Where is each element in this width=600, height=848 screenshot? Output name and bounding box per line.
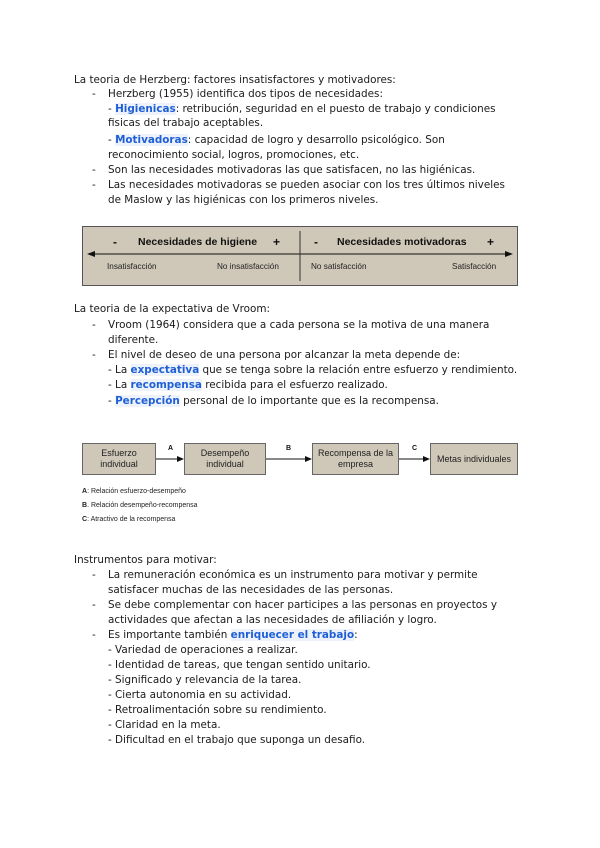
instrumentos-bullet-3 <box>108 628 358 642</box>
arrow-label-a: A <box>168 445 174 452</box>
bullet-dash: - <box>92 319 96 331</box>
minus-sign-left: - <box>113 235 117 249</box>
bullet-dash: - <box>92 599 96 611</box>
vroom-bullet-1-line-1: Vroom (1964) considera que a cada persona se la motiva de una manera <box>108 319 490 331</box>
intro-text: Es importante también <box>108 629 231 641</box>
instrumentos-bullet-2-line-1: Se debe complementar con hacer participes a las personas en proyectos y <box>108 599 498 611</box>
vroom-bullet-1-line-2: diferente. <box>108 334 159 346</box>
enrich-item: - Retroalimentación sobre su rendimiento. <box>108 704 327 716</box>
recompensa-keyword: recompensa <box>130 379 202 391</box>
legend-text: . Relación desempeño-recompensa <box>87 502 198 509</box>
enrich-item: - Dificultad en el trabajo que suponga un desafio. <box>108 734 366 746</box>
plus-sign-left: + <box>273 235 281 249</box>
vroom-title: La teoria de la expectativa de Vroom: <box>74 303 271 315</box>
bullet-dash: - <box>92 88 96 100</box>
higienicas-text: : retribución, seguridad en el puesto de trabajo y condiciones <box>175 103 496 115</box>
desempeno-individual-box: Desempeño individual <box>184 443 266 475</box>
percepcion-keyword: Percepción <box>115 395 180 407</box>
legend-key: C <box>82 516 88 523</box>
expectativa-keyword: expectativa <box>130 364 200 376</box>
herzberg-title: La teoria de Herzberg: factores insatisfactores y motivadores: <box>74 74 396 86</box>
instrumentos-title: Instrumentos para motivar: <box>74 554 217 566</box>
higienicas-keyword: Higienicas <box>115 103 176 115</box>
no-satisfaccion-label: No satisfacción <box>311 262 367 271</box>
no-insatisfaccion-label: No insatisfacción <box>217 262 279 271</box>
metas-individuales-box: Metas individuales <box>430 443 518 475</box>
instrumentos-bullet-1-line-2: satisfacer muchas de las necesidades de las personas. <box>108 584 394 596</box>
esfuerzo-individual-box: Esfuerzo individual <box>82 443 156 475</box>
percepcion-text: personal de lo importante que es la recompensa. <box>179 395 439 407</box>
instrumentos-bullet-2-line-2: actividades que afectan a las necesidades de afiliación y logro. <box>108 614 437 626</box>
minus-sign-right: - <box>314 235 318 249</box>
enriquecer-trabajo-keyword: enriquecer el trabajo <box>230 629 355 641</box>
bullet-dash: - <box>92 164 96 176</box>
expectativa-text: que se tenga sobre la relación entre esfuerzo y rendimiento. <box>199 364 518 376</box>
hygiene-needs-header: Necesidades de higiene <box>138 236 258 248</box>
bullet-dash: - <box>92 629 96 641</box>
enrich-item: - Variedad de operaciones a realizar. <box>108 644 298 656</box>
prefix-text: - La <box>108 379 131 391</box>
motivator-needs-header: Necesidades motivadoras <box>337 236 467 248</box>
bullet-dash: - <box>92 179 96 191</box>
legend-text: : Atractivo de la recompensa <box>87 516 176 523</box>
higienicas-line-1: - Higienicas: retribución, seguridad en el puesto de trabajo y condiciones <box>108 103 496 115</box>
enrich-item: - Claridad en la meta. <box>108 719 221 731</box>
enrich-item: - Cierta autonomia en su actividad. <box>108 689 292 701</box>
herzberg-bullet-1: Herzberg (1955) identifica dos tipos de necesidades: <box>108 88 383 100</box>
legend-b <box>82 502 198 509</box>
legend-key: B <box>82 502 88 509</box>
motivadoras-keyword: Motivadoras <box>115 134 188 146</box>
legend-a <box>82 488 186 495</box>
herzberg-bullet-3-line-2: de Maslow y las higiénicas con los primeros niveles. <box>108 194 379 206</box>
herzberg-bullet-2: Son las necesidades motivadoras las que satisfacen, no las higiénicas. <box>108 164 476 176</box>
legend-text: : Relación esfuerzo-desempeño <box>87 488 186 495</box>
higienicas-line-2: fisicas del trabajo aceptables. <box>108 117 264 129</box>
colon-text: : <box>354 629 358 641</box>
legend-c <box>82 516 175 523</box>
bullet-dash: - <box>92 569 96 581</box>
recompensa-text: recibida para el esfuerzo realizado. <box>201 379 388 391</box>
satisfaccion-label: Satisfacción <box>452 262 497 271</box>
prefix-text: - La <box>108 364 131 376</box>
enrich-item: - Significado y relevancia de la tarea. <box>108 674 302 686</box>
insatisfaccion-label: Insatisfacción <box>107 262 157 271</box>
prefix-text: - <box>108 395 116 407</box>
enrich-item: - Identidad de tareas, que tengan sentido unitario. <box>108 659 371 671</box>
plus-sign-right: + <box>487 235 495 249</box>
arrow-label-c: C <box>412 445 418 452</box>
bullet-dash: - <box>92 349 96 361</box>
instrumentos-bullet-1-line-1: La remuneración económica es un instrumento para motivar y permite <box>108 569 478 581</box>
recompensa-empresa-box: Recompensa de la empresa <box>312 443 399 475</box>
motivadoras-text: : capacidad de logro y desarrollo psicológico. Son <box>187 134 445 146</box>
herzberg-bullet-3-line-1: Las necesidades motivadoras se pueden asociar con los tres últimos niveles <box>108 179 505 191</box>
legend-key: A <box>82 488 88 495</box>
motivadoras-line-1: - Motivadoras: capacidad de logro y desarrollo psicológico. Son <box>108 134 445 146</box>
vroom-bullet-2: El nivel de deseo de una persona por alcanzar la meta depende de: <box>108 349 461 361</box>
motivadoras-line-2: reconocimiento social, logros, promociones, etc. <box>108 149 360 161</box>
arrow-label-b: B <box>286 445 292 452</box>
